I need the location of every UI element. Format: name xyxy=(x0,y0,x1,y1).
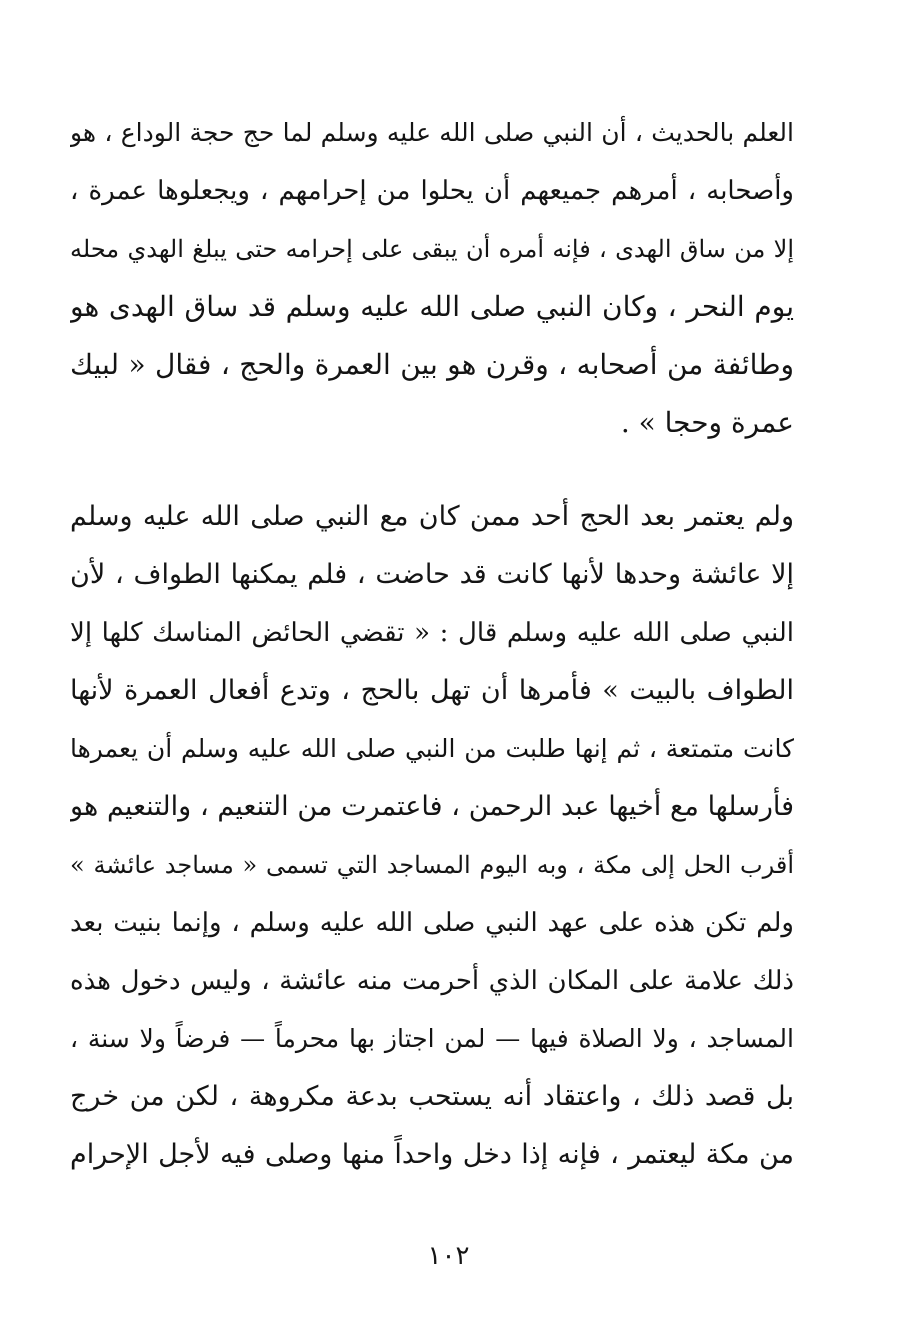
text-line: إلا من ساق الهدى ، فإنه أمره أن يبقى على إحرامه حتى يبلغ الهدي محله xyxy=(70,235,794,263)
text-line: يوم النحر ، وكان النبي صلى الله عليه وسلم قد ساق الهدى هو xyxy=(70,290,794,323)
text-line: وأصحابه ، أمرهم جميعهم أن يحلوا من إحرامهم ، ويجعلوها عمرة ، xyxy=(70,176,794,206)
text-line: إلا عائشة وحدها لأنها كانت قد حاضت ، فلم يمكنها الطواف ، لأن xyxy=(70,559,794,590)
text-line: ولم تكن هذه على عهد النبي صلى الله عليه وسلم ، وإنما بنيت بعد xyxy=(70,908,794,938)
text-line: ولم يعتمر بعد الحج أحد ممن كان مع النبي صلى الله عليه وسلم xyxy=(70,501,794,532)
text-line: أقرب الحل إلى مكة ، وبه اليوم المساجد التي تسمى « مساجد عائشة » xyxy=(70,851,794,879)
paragraph-1 xyxy=(70,104,794,452)
text-line: ذلك علامة على المكان الذي أحرمت منه عائشة ، وليس دخول هذه xyxy=(70,966,794,996)
text-line: العلم بالحديث ، أن النبي صلى الله عليه وسلم لما حج حجة الوداع ، هو xyxy=(70,118,794,147)
text-line: كانت متمتعة ، ثم إنها طلبت من النبي صلى الله عليه وسلم أن يعمرها xyxy=(70,734,794,763)
text-line: بل قصد ذلك ، واعتقاد أنه يستحب بدعة مكروهة ، لكن من خرج xyxy=(70,1081,794,1112)
text-line: من مكة ليعتمر ، فإنه إذا دخل واحداً منها وصلى فيه لأجل الإحرام xyxy=(70,1139,794,1170)
page-number: ١٠٢ xyxy=(427,1241,470,1271)
text-line: فأرسلها مع أخيها عبد الرحمن ، فاعتمرت من التنعيم ، والتنعيم هو xyxy=(70,791,794,822)
text-line: المساجد ، ولا الصلاة فيها — لمن اجتاز بها محرماً — فرضاً ولا سنة ، xyxy=(70,1024,794,1053)
text-line: عمرة وحجا » . xyxy=(620,406,794,439)
text-line: النبي صلى الله عليه وسلم قال : « تقضي الحائض المناسك كلها إلا xyxy=(70,618,794,648)
text-line: وطائفة من أصحابه ، وقرن هو بين العمرة والحج ، فقال « لبيك xyxy=(70,348,794,381)
text-line: الطواف بالبيت » فأمرها أن تهل بالحج ، وتدع أفعال العمرة لأنها xyxy=(70,675,794,706)
paragraph-2 xyxy=(70,488,794,1184)
